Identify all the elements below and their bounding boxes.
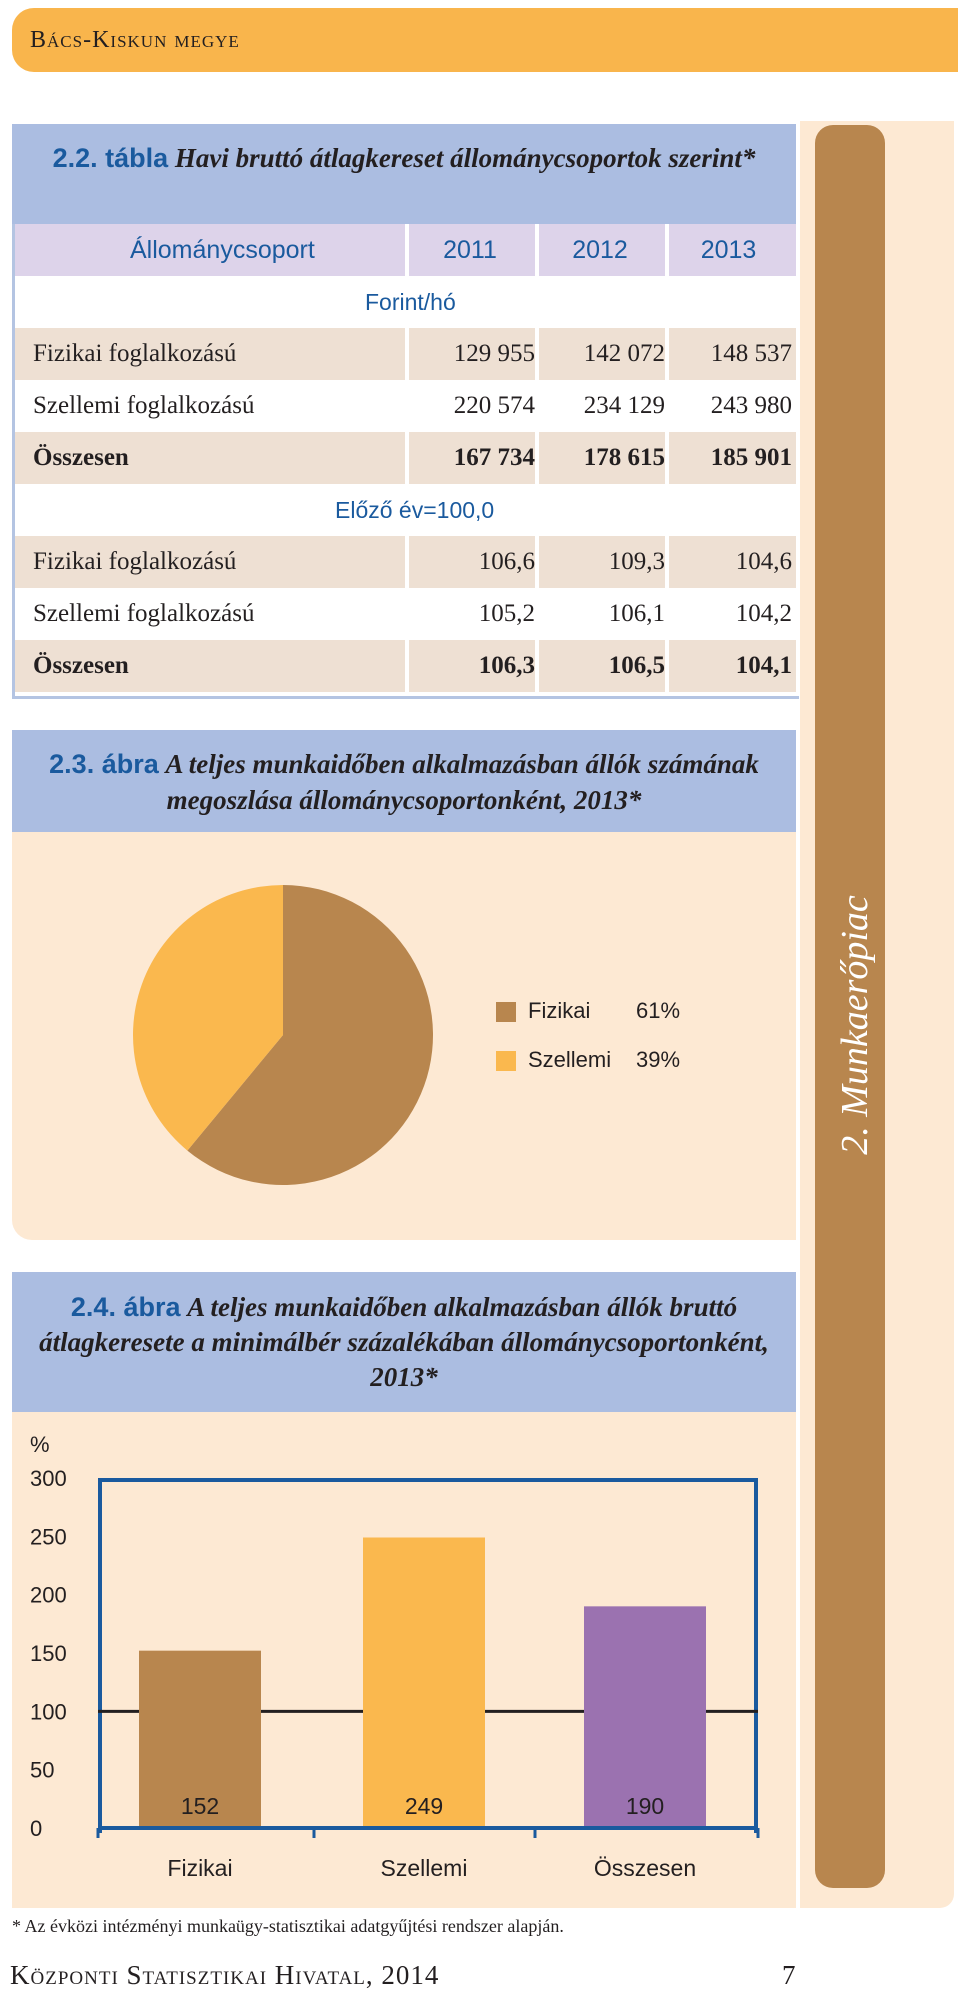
cell-2011: 129 955 [453, 340, 535, 367]
y-tick-label: 0 [30, 1816, 43, 1841]
cell-2013: 148 537 [710, 340, 792, 367]
table-header-2011: 2011 [443, 236, 497, 264]
cell-2012: 106,1 [608, 600, 665, 627]
table-caption-text: Havi bruttó átlagkereset állománycsoportok szerint* [174, 143, 756, 173]
legend-value: 39% [636, 1047, 681, 1072]
figure-2-3-title: A teljes munkaidőben alkalmazásban állók számának megoszlása állománycsoportonként, 2013* [165, 749, 759, 815]
table-row-total [15, 432, 796, 484]
footnote: * Az évközi intézményi munkaügy-statisztikai adatgyűjtési rendszer alapján. [12, 1916, 564, 1936]
figure-2-4-number: 2.4. ábra [70, 1292, 181, 1322]
page-header-title: Bács-Kiskun megye [30, 27, 240, 53]
bar-value-label: 152 [180, 1793, 220, 1819]
table-row-total [15, 640, 796, 692]
cell-2012: 109,3 [608, 548, 665, 575]
figure-2-3-number: 2.3. ábra [49, 749, 159, 779]
y-tick-label: 250 [30, 1524, 67, 1550]
row-label: Szellemi foglalkozású [33, 600, 255, 627]
footer-publisher: Központi Statisztikai Hivatal, 2014 [10, 1960, 440, 1990]
bar-value-label: 249 [404, 1793, 444, 1819]
cell-2013: 104,1 [735, 652, 792, 679]
cell-2012: 142 072 [583, 340, 665, 367]
y-tick-label: 150 [30, 1641, 67, 1666]
x-category-label: Fizikai [167, 1855, 233, 1880]
table-header-group: Állománycsoport [130, 236, 315, 264]
unit-label-index: Előző év=100,0 [335, 497, 495, 523]
x-category-label: Szellemi [380, 1855, 468, 1880]
x-category-label: Összesen [593, 1855, 697, 1880]
cell-2011: 220 574 [453, 392, 535, 419]
cell-2011: 105,2 [478, 600, 535, 627]
table-unit-row [15, 276, 796, 328]
table-header-row [15, 224, 796, 276]
table-caption-number: 2.2. tábla [52, 143, 169, 173]
bar-chart [0, 1440, 796, 1880]
bar-szellemi [363, 1538, 485, 1829]
cell-2012: 234 129 [583, 392, 665, 419]
y-tick-label: 200 [30, 1582, 67, 1608]
table-row [15, 380, 796, 432]
footer-page-number: 7 [782, 1960, 796, 1990]
table-caption [12, 124, 796, 224]
pie-chart [128, 880, 438, 1190]
table-row [15, 536, 796, 588]
figure-2-3-caption [12, 730, 796, 832]
cell-2012: 106,5 [608, 652, 665, 679]
row-label: Szellemi foglalkozású [33, 392, 255, 419]
y-tick-label: 50 [30, 1757, 55, 1783]
cell-2011: 106,6 [478, 548, 535, 575]
row-label: Fizikai foglalkozású [33, 548, 237, 575]
table-unit-row [15, 484, 796, 536]
cell-2012: 178 615 [583, 444, 665, 471]
bar-value-label: 190 [625, 1793, 665, 1819]
table-header-2012: 2012 [572, 236, 628, 264]
cell-2013: 243 980 [710, 392, 792, 419]
figure-2-4-title: A teljes munkaidőben alkalmazásban állók bruttó átlagkeresete a minimálbér százalékában állománycsoportonként, 2013* [39, 1292, 769, 1392]
legend-value: 61% [636, 998, 681, 1023]
y-axis-unit: % [30, 1432, 50, 1457]
cell-2013: 104,6 [735, 548, 792, 575]
figure-2-4-caption [12, 1272, 796, 1412]
y-tick-label: 100 [30, 1699, 67, 1725]
cell-2013: 185 901 [710, 444, 792, 471]
cell-2011: 167 734 [453, 444, 535, 471]
table-header-2013: 2013 [700, 236, 757, 264]
cell-2011: 106,3 [478, 652, 535, 679]
row-label: Összesen [33, 652, 129, 679]
row-label: Fizikai foglalkozású [33, 340, 237, 367]
unit-label-forint: Forint/hó [365, 289, 456, 315]
row-label: Összesen [33, 444, 129, 471]
legend-name: Szellemi [528, 1047, 612, 1072]
legend-name: Fizikai [528, 998, 591, 1023]
table-row [15, 328, 796, 380]
sidebar-chapter-label: 2. Munkaerőpiac [834, 895, 876, 1155]
legend-swatch [496, 1051, 516, 1071]
legend-swatch [496, 1002, 516, 1022]
cell-2013: 104,2 [735, 600, 792, 627]
y-tick-label: 300 [30, 1466, 67, 1491]
table-row [15, 588, 796, 640]
